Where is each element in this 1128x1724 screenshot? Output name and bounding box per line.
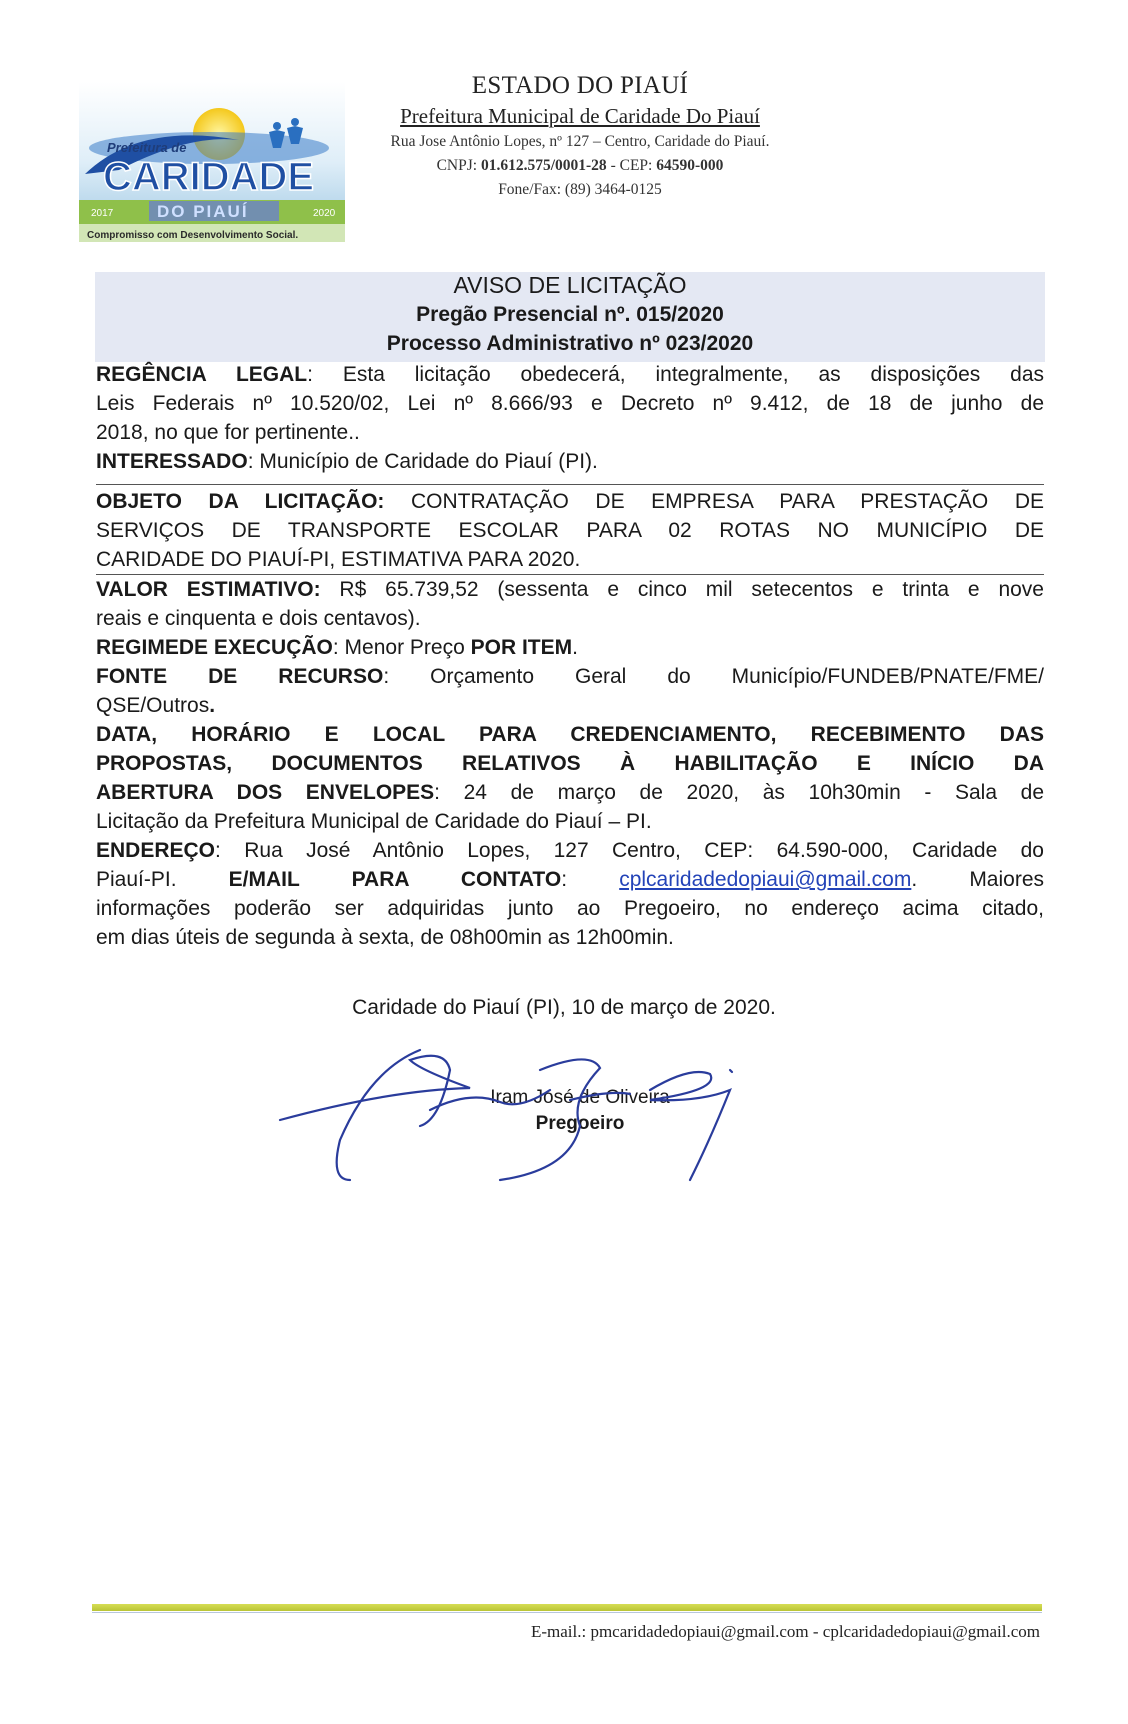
contact-email-link[interactable]: cplcaridadedopiaui@gmail.com [619, 868, 912, 891]
logo-year-end: 2020 [313, 208, 336, 219]
endereco-text-1: : Rua José Antônio Lopes, 127 Centro, CEP: 64.590-000, Caridade do [215, 839, 1044, 862]
regime-text: : Menor Preço [332, 636, 471, 659]
objeto-label: OBJETO DA LICITAÇÃO: [96, 490, 385, 513]
cep-label: - CEP: [610, 157, 653, 174]
logo-sub-text: DO PIAUÍ [157, 202, 249, 221]
data-line-3 [96, 778, 1044, 807]
prefeitura-logo [79, 82, 345, 242]
handwritten-signature [270, 1030, 790, 1190]
regencia-line-1 [96, 360, 1044, 389]
place-date: Caridade do Piauí (PI), 10 de março de 2020. [352, 996, 776, 1019]
cnpj-label: CNPJ: [436, 157, 478, 174]
endereco-text-2: Piauí-PI. [96, 868, 229, 891]
cep-value: 64590-000 [656, 157, 724, 174]
abertura-text: : 24 de março de 2020, às 10h30min - Sala de [434, 781, 1044, 804]
regencia-line-2: Leis Federais nº 10.520/02, Lei nº 8.666/93 e Decreto nº 9.412, de 18 de junho de [96, 392, 1044, 415]
fonte-line-2 [96, 691, 1044, 720]
interessado-label: INTERESSADO [96, 450, 248, 473]
prefeitura-name: Prefeitura Municipal de Caridade Do Piauí [400, 104, 760, 128]
notice-titles [95, 270, 1045, 358]
fonte-label: FONTE DE RECURSO [96, 665, 384, 688]
header-phone: Fone/Fax: (89) 3464-0125 [498, 181, 662, 198]
fonte-text-1: : Orçamento Geral do Município/FUNDEB/PNATE/FME/ [383, 665, 1044, 688]
header-address: Rua Jose Antônio Lopes, nº 127 – Centro, Caridade do Piauí. [390, 133, 770, 150]
logo-year-start: 2017 [91, 208, 114, 219]
regime-end: . [572, 636, 578, 659]
notice-body [96, 360, 1044, 952]
footer-bar [92, 1604, 1042, 1611]
notice-title: AVISO DE LICITAÇÃO [453, 272, 687, 298]
interessado-line [96, 447, 1044, 476]
info-line-3: informações poderão ser adquiridas junto ao Pregoeiro, no endereço acima citado, [96, 897, 1044, 920]
valor-text-1: R$ 65.739,52 (sessenta e cinco mil setecentos e trinta e nove [320, 578, 1044, 601]
data-line-1: DATA, HORÁRIO E LOCAL PARA CREDENCIAMENTO, RECEBIMENTO DAS [96, 723, 1044, 746]
footer-emails: E-mail.: pmcaridadedopiaui@gmail.com - cplcaridadedopiaui@gmail.com [530, 1622, 1040, 1641]
logo-slogan: Compromisso com Desenvolvimento Social. [87, 230, 299, 241]
regencia-line-3: 2018, no que for pertinente.. [96, 421, 360, 444]
regencia-label: REGÊNCIA LEGAL [96, 363, 308, 386]
signer-role: Pregoeiro [535, 1113, 625, 1134]
processo-number: Processo Administrativo nº 023/2020 [386, 332, 754, 355]
pregao-number: Pregão Presencial nº. 015/2020 [416, 303, 724, 326]
objeto-line-1 [96, 487, 1044, 516]
logo-top-text: Prefeitura de [107, 140, 187, 155]
valor-line-1 [96, 575, 1044, 604]
state-name: ESTADO DO PIAUÍ [471, 72, 689, 99]
info-line-4: em dias úteis de segunda à sexta, de 08h00min as 12h00min. [96, 926, 674, 949]
fonte-text-2: QSE/Outros [96, 694, 210, 717]
regime-bold: POR ITEM [470, 636, 573, 659]
endereco-line-1 [96, 836, 1044, 865]
valor-label: VALOR ESTIMATIVO: [96, 578, 321, 601]
interessado-text: : Município de Caridade do Piauí (PI). [247, 450, 598, 473]
endereco-label: ENDEREÇO [96, 839, 216, 862]
fonte-text-2-end: . [209, 694, 216, 717]
objeto-line-3: CARIDADE DO PIAUÍ-PI, ESTIMATIVA PARA 2020. [96, 548, 581, 571]
cnpj-value: 01.612.575/0001-28 [480, 157, 607, 174]
regime-label: REGIMEDE EXECUÇÃO [96, 636, 333, 659]
regencia-text-1: : Esta licitação obedecerá, integralmente, as disposições das [307, 363, 1044, 386]
endereco-text-2b: . Maiores [911, 868, 1045, 891]
email-label: E/MAIL PARA CONTATO [228, 868, 562, 891]
regime-line [96, 633, 1044, 662]
data-line-4: Licitação da Prefeitura Municipal de Caridade do Piauí – PI. [96, 810, 652, 833]
email-sep: : [561, 868, 620, 891]
data-line-2: PROPOSTAS, DOCUMENTOS RELATIVOS À HABILITAÇÃO E INÍCIO DA [96, 752, 1044, 775]
endereco-line-2 [96, 865, 1044, 894]
objeto-line-2: SERVIÇOS DE TRANSPORTE ESCOLAR PARA 02 ROTAS NO MUNICÍPIO DE [96, 519, 1044, 542]
header-cnpj-line [380, 154, 780, 178]
abertura-label: ABERTURA DOS ENVELOPES [96, 781, 435, 804]
signer-name: Iram José de Oliveira [490, 1087, 670, 1108]
objeto-text-1: CONTRATAÇÃO DE EMPRESA PARA PRESTAÇÃO DE [384, 490, 1044, 513]
valor-line-2: reais e cinquenta e dois centavos). [96, 607, 421, 630]
divider [96, 484, 1044, 485]
logo-main-text: CARIDADE [103, 155, 315, 199]
fonte-line-1 [96, 662, 1044, 691]
letterhead [380, 70, 780, 202]
footer-divider [92, 1612, 1042, 1613]
